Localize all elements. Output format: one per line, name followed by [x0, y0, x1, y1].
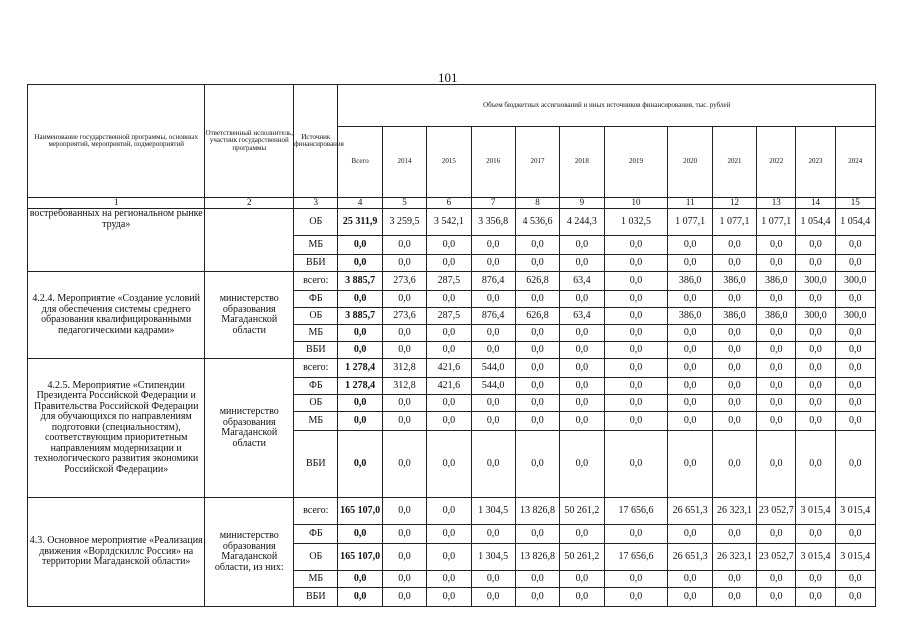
year-value: 26 323,1	[712, 544, 756, 571]
year-value: 0,0	[712, 431, 756, 498]
year-header: Всего	[338, 127, 382, 198]
year-value: 0,0	[560, 325, 604, 342]
year-value: 13 826,8	[515, 498, 559, 525]
year-value: 273,6	[382, 308, 426, 325]
year-value: 26 651,3	[668, 544, 712, 571]
year-value: 0,0	[668, 359, 712, 378]
year-value: 0,0	[712, 412, 756, 431]
year-value: 0,0	[471, 395, 515, 412]
year-value: 386,0	[668, 308, 712, 325]
year-value: 0,0	[427, 325, 471, 342]
funding-source: ФБ	[294, 291, 338, 308]
column-number: 10	[604, 198, 668, 209]
year-value: 0,0	[382, 412, 426, 431]
year-value: 0,0	[604, 359, 668, 378]
year-value: 0,0	[604, 325, 668, 342]
year-value: 3 015,4	[835, 498, 875, 525]
year-value: 0,0	[427, 431, 471, 498]
year-value: 3 542,1	[427, 209, 471, 236]
year-value: 386,0	[668, 272, 712, 291]
year-value: 0,0	[515, 378, 559, 395]
year-value: 0,0	[427, 342, 471, 359]
year-value: 0,0	[835, 325, 875, 342]
year-value: 287,5	[427, 308, 471, 325]
year-value: 0,0	[427, 236, 471, 255]
year-value: 312,8	[382, 359, 426, 378]
measure-name: 4.2.5. Мероприятие «Стипендии Президента Российской Федерации и Правительства Российской Федерации для обучающихся по направлениям подготовки (специальностям), соответствующим приоритетным направлениям модернизации и технологического развития экономики Российской Федерации»	[28, 359, 205, 498]
total-value: 0,0	[338, 412, 382, 431]
year-value: 0,0	[796, 359, 835, 378]
year-value: 300,0	[796, 272, 835, 291]
year-value: 0,0	[796, 412, 835, 431]
year-value: 26 651,3	[668, 498, 712, 525]
year-value: 0,0	[604, 342, 668, 359]
year-value: 0,0	[382, 525, 426, 544]
year-value: 63,4	[560, 272, 604, 291]
total-value: 165 107,0	[338, 498, 382, 525]
year-value: 1 077,1	[668, 209, 712, 236]
year-value: 63,4	[560, 308, 604, 325]
funding-source: МБ	[294, 236, 338, 255]
year-value: 0,0	[382, 325, 426, 342]
year-value: 0,0	[604, 525, 668, 544]
year-value: 0,0	[668, 342, 712, 359]
year-value: 0,0	[757, 291, 796, 308]
year-value: 300,0	[835, 308, 875, 325]
header-volume: Объем бюджетных ассигнований и иных источников финансирования, тыс. рублей	[338, 85, 876, 127]
year-value: 0,0	[427, 255, 471, 272]
year-value: 0,0	[515, 431, 559, 498]
executor	[205, 209, 294, 272]
year-value: 0,0	[515, 359, 559, 378]
column-number: 9	[560, 198, 604, 209]
year-value: 0,0	[604, 412, 668, 431]
year-value: 0,0	[515, 525, 559, 544]
year-value: 0,0	[796, 255, 835, 272]
year-value: 0,0	[427, 498, 471, 525]
year-value: 23 052,7	[757, 498, 796, 525]
column-number: 14	[796, 198, 835, 209]
funding-source: всего:	[294, 498, 338, 525]
year-value: 0,0	[835, 431, 875, 498]
year-value: 3 015,4	[835, 544, 875, 571]
year-value: 0,0	[757, 359, 796, 378]
year-value: 421,6	[427, 359, 471, 378]
year-value: 0,0	[668, 325, 712, 342]
page-number: 101	[438, 70, 458, 85]
year-value: 4 536,6	[515, 209, 559, 236]
year-value: 0,0	[515, 395, 559, 412]
year-value: 1 077,1	[757, 209, 796, 236]
year-value: 17 656,6	[604, 544, 668, 571]
year-header: 2015	[427, 127, 471, 198]
year-value: 0,0	[796, 291, 835, 308]
funding-source: МБ	[294, 571, 338, 588]
year-header: 2024	[835, 127, 875, 198]
total-value: 165 107,0	[338, 544, 382, 571]
column-number: 1	[28, 198, 205, 209]
year-value: 0,0	[515, 291, 559, 308]
year-value: 1 304,5	[471, 498, 515, 525]
year-value: 0,0	[604, 588, 668, 607]
year-value: 0,0	[668, 378, 712, 395]
year-value: 0,0	[515, 571, 559, 588]
year-value: 0,0	[427, 571, 471, 588]
total-value: 0,0	[338, 325, 382, 342]
year-value: 0,0	[427, 412, 471, 431]
funding-source: МБ	[294, 325, 338, 342]
executor: министерство образования Магаданской области, из них:	[205, 498, 294, 607]
year-value: 0,0	[560, 525, 604, 544]
year-value: 386,0	[712, 272, 756, 291]
year-value: 386,0	[712, 308, 756, 325]
column-number: 3	[294, 198, 338, 209]
measure-name: 4.2.4. Мероприятие «Создание условий для обеспечения системы среднего образования квалифицированными педагогическими кадрами»	[28, 272, 205, 359]
year-value: 0,0	[382, 588, 426, 607]
column-number: 11	[668, 198, 712, 209]
year-value: 0,0	[560, 431, 604, 498]
year-value: 0,0	[712, 588, 756, 607]
column-number: 12	[712, 198, 756, 209]
total-value: 0,0	[338, 431, 382, 498]
year-value: 0,0	[471, 291, 515, 308]
year-value: 0,0	[835, 525, 875, 544]
measure-name: 4.3. Основное мероприятие «Реализация движения «Ворлдскиллс Россия» на территории Магаданской области»	[28, 498, 205, 607]
executor: министерство образования Магаданской области	[205, 359, 294, 498]
year-value: 386,0	[757, 308, 796, 325]
funding-source: ВБИ	[294, 342, 338, 359]
year-value: 626,8	[515, 308, 559, 325]
year-header: 2016	[471, 127, 515, 198]
budget-table	[27, 84, 876, 607]
year-value: 0,0	[604, 378, 668, 395]
year-value: 0,0	[382, 498, 426, 525]
year-value: 0,0	[757, 325, 796, 342]
table-row	[28, 272, 876, 291]
year-value: 0,0	[471, 571, 515, 588]
executor: министерство образования Магаданской области	[205, 272, 294, 359]
year-value: 0,0	[471, 412, 515, 431]
year-value: 0,0	[668, 571, 712, 588]
year-value: 0,0	[471, 588, 515, 607]
year-value: 0,0	[604, 236, 668, 255]
year-value: 312,8	[382, 378, 426, 395]
year-value: 0,0	[604, 431, 668, 498]
year-header: 2018	[560, 127, 604, 198]
year-value: 23 052,7	[757, 544, 796, 571]
column-number: 7	[471, 198, 515, 209]
year-value: 0,0	[668, 395, 712, 412]
funding-source: ОБ	[294, 209, 338, 236]
year-value: 0,0	[427, 544, 471, 571]
year-value: 17 656,6	[604, 498, 668, 525]
total-value: 1 278,4	[338, 359, 382, 378]
year-value: 300,0	[835, 272, 875, 291]
year-value: 0,0	[604, 308, 668, 325]
year-value: 0,0	[712, 378, 756, 395]
year-header: 2022	[757, 127, 796, 198]
year-value: 1 032,5	[604, 209, 668, 236]
year-value: 0,0	[796, 325, 835, 342]
year-value: 0,0	[560, 359, 604, 378]
year-value: 0,0	[712, 236, 756, 255]
year-value: 0,0	[668, 291, 712, 308]
funding-source: ВБИ	[294, 255, 338, 272]
year-value: 0,0	[712, 525, 756, 544]
year-value: 26 323,1	[712, 498, 756, 525]
year-value: 0,0	[382, 342, 426, 359]
year-value: 0,0	[471, 325, 515, 342]
funding-source: ВБИ	[294, 431, 338, 498]
year-value: 0,0	[835, 255, 875, 272]
year-value: 0,0	[471, 255, 515, 272]
column-number: 4	[338, 198, 382, 209]
year-value: 0,0	[668, 525, 712, 544]
year-value: 0,0	[757, 378, 796, 395]
year-value: 0,0	[757, 395, 796, 412]
year-value: 0,0	[757, 431, 796, 498]
column-number: 5	[382, 198, 426, 209]
year-value: 3 259,5	[382, 209, 426, 236]
funding-source: ОБ	[294, 308, 338, 325]
year-value: 0,0	[757, 412, 796, 431]
year-value: 0,0	[835, 395, 875, 412]
year-value: 0,0	[796, 342, 835, 359]
year-value: 0,0	[796, 571, 835, 588]
year-value: 0,0	[835, 571, 875, 588]
year-value: 0,0	[560, 571, 604, 588]
table-row	[28, 209, 876, 236]
year-value: 3 015,4	[796, 544, 835, 571]
table-row	[28, 359, 876, 378]
funding-source: ВБИ	[294, 588, 338, 607]
year-value: 0,0	[560, 291, 604, 308]
year-value: 0,0	[668, 431, 712, 498]
year-value: 0,0	[427, 291, 471, 308]
year-value: 0,0	[668, 236, 712, 255]
total-value: 25 311,9	[338, 209, 382, 236]
year-value: 0,0	[712, 255, 756, 272]
year-value: 4 244,3	[560, 209, 604, 236]
year-value: 0,0	[515, 255, 559, 272]
year-value: 3 356,8	[471, 209, 515, 236]
year-value: 876,4	[471, 308, 515, 325]
funding-source: ФБ	[294, 378, 338, 395]
year-value: 1 077,1	[712, 209, 756, 236]
year-value: 0,0	[471, 342, 515, 359]
year-value: 0,0	[515, 325, 559, 342]
total-value: 0,0	[338, 395, 382, 412]
year-value: 0,0	[382, 571, 426, 588]
total-value: 0,0	[338, 236, 382, 255]
column-number: 13	[757, 198, 796, 209]
year-value: 0,0	[835, 236, 875, 255]
year-value: 0,0	[560, 236, 604, 255]
year-value: 0,0	[835, 359, 875, 378]
total-value: 0,0	[338, 588, 382, 607]
year-value: 0,0	[382, 395, 426, 412]
year-value: 3 015,4	[796, 498, 835, 525]
funding-source: МБ	[294, 412, 338, 431]
year-value: 421,6	[427, 378, 471, 395]
column-numbers-row	[28, 198, 876, 209]
column-number: 6	[427, 198, 471, 209]
funding-source: всего:	[294, 272, 338, 291]
year-value: 1 054,4	[835, 209, 875, 236]
total-value: 0,0	[338, 342, 382, 359]
total-value: 0,0	[338, 255, 382, 272]
year-value: 0,0	[604, 291, 668, 308]
year-value: 0,0	[560, 255, 604, 272]
year-value: 0,0	[757, 571, 796, 588]
year-value: 300,0	[796, 308, 835, 325]
year-value: 0,0	[796, 525, 835, 544]
year-header: 2019	[604, 127, 668, 198]
year-value: 50 261,2	[560, 498, 604, 525]
year-value: 0,0	[835, 588, 875, 607]
year-value: 273,6	[382, 272, 426, 291]
year-value: 0,0	[471, 236, 515, 255]
year-header: 2014	[382, 127, 426, 198]
year-value: 0,0	[712, 325, 756, 342]
year-value: 626,8	[515, 272, 559, 291]
year-value: 13 826,8	[515, 544, 559, 571]
total-value: 0,0	[338, 525, 382, 544]
year-header: 2023	[796, 127, 835, 198]
year-value: 544,0	[471, 378, 515, 395]
year-value: 0,0	[382, 236, 426, 255]
year-value: 0,0	[712, 291, 756, 308]
year-value: 0,0	[835, 342, 875, 359]
year-value: 0,0	[835, 412, 875, 431]
year-value: 0,0	[757, 525, 796, 544]
year-value: 0,0	[471, 431, 515, 498]
year-header: 2021	[712, 127, 756, 198]
year-value: 0,0	[427, 588, 471, 607]
year-value: 0,0	[382, 255, 426, 272]
table-row	[28, 498, 876, 525]
measure-name: востребованных на региональном рынке труда»	[28, 209, 205, 272]
total-value: 3 885,7	[338, 272, 382, 291]
year-value: 0,0	[560, 342, 604, 359]
year-value: 0,0	[757, 255, 796, 272]
year-value: 0,0	[668, 412, 712, 431]
year-value: 0,0	[712, 342, 756, 359]
year-value: 0,0	[471, 525, 515, 544]
year-value: 876,4	[471, 272, 515, 291]
year-value: 0,0	[796, 395, 835, 412]
year-value: 0,0	[796, 588, 835, 607]
funding-source: ОБ	[294, 544, 338, 571]
total-value: 0,0	[338, 291, 382, 308]
funding-source: ФБ	[294, 525, 338, 544]
year-value: 1 304,5	[471, 544, 515, 571]
year-header: 2020	[668, 127, 712, 198]
year-value: 0,0	[560, 395, 604, 412]
year-value: 0,0	[427, 395, 471, 412]
year-value: 0,0	[560, 588, 604, 607]
year-value: 0,0	[712, 571, 756, 588]
funding-source: всего:	[294, 359, 338, 378]
year-value: 0,0	[427, 525, 471, 544]
year-value: 0,0	[835, 291, 875, 308]
year-value: 0,0	[757, 342, 796, 359]
total-value: 3 885,7	[338, 308, 382, 325]
year-value: 0,0	[604, 255, 668, 272]
funding-source: ОБ	[294, 395, 338, 412]
year-value: 0,0	[604, 571, 668, 588]
year-value: 0,0	[712, 359, 756, 378]
year-value: 0,0	[515, 236, 559, 255]
year-value: 0,0	[604, 272, 668, 291]
year-value: 50 261,2	[560, 544, 604, 571]
year-value: 0,0	[796, 378, 835, 395]
column-number: 2	[205, 198, 294, 209]
year-value: 0,0	[668, 588, 712, 607]
year-header: 2017	[515, 127, 559, 198]
total-value: 0,0	[338, 571, 382, 588]
year-value: 0,0	[604, 395, 668, 412]
year-value: 0,0	[757, 588, 796, 607]
total-value: 1 278,4	[338, 378, 382, 395]
year-value: 0,0	[515, 342, 559, 359]
year-value: 0,0	[796, 236, 835, 255]
year-value: 0,0	[382, 431, 426, 498]
year-value: 287,5	[427, 272, 471, 291]
table-body	[28, 209, 876, 607]
year-value: 0,0	[560, 378, 604, 395]
year-value: 0,0	[712, 395, 756, 412]
header-executor: Ответственный исполнитель, участник государственной программы	[205, 85, 294, 198]
year-value: 0,0	[382, 544, 426, 571]
year-value: 0,0	[668, 255, 712, 272]
year-value: 0,0	[515, 412, 559, 431]
year-value: 0,0	[382, 291, 426, 308]
year-value: 1 054,4	[796, 209, 835, 236]
column-number: 15	[835, 198, 875, 209]
year-value: 386,0	[757, 272, 796, 291]
year-value: 544,0	[471, 359, 515, 378]
year-value: 0,0	[515, 588, 559, 607]
header-name: Наименование государственной программы, основных мероприятий, мероприятий, подмероприятий	[28, 85, 205, 198]
year-value: 0,0	[796, 431, 835, 498]
year-value: 0,0	[835, 378, 875, 395]
year-value: 0,0	[757, 236, 796, 255]
header-source: Источник финансирования	[294, 85, 338, 198]
year-value: 0,0	[560, 412, 604, 431]
column-number: 8	[515, 198, 559, 209]
